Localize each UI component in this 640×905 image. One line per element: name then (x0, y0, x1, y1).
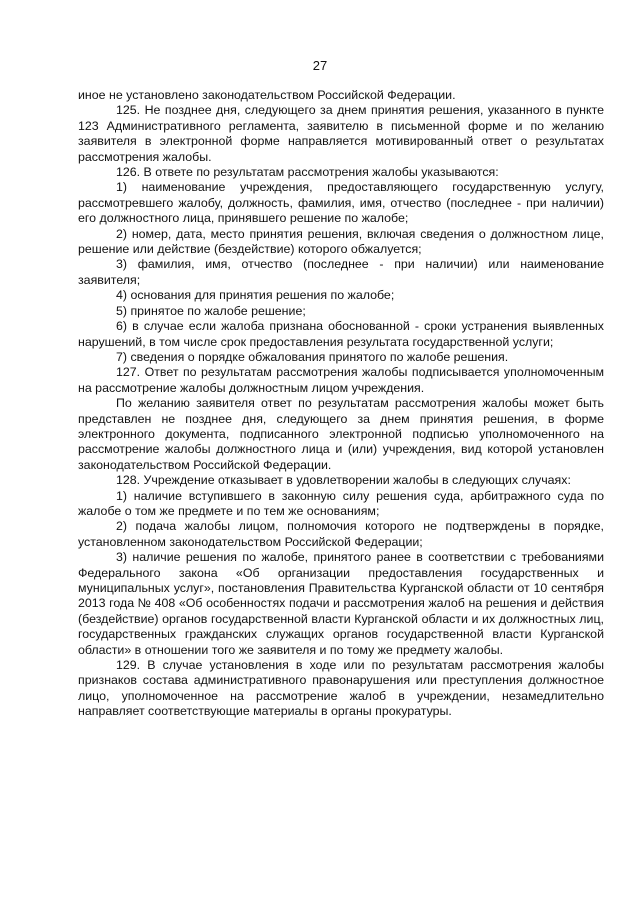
paragraph-129: 129. В случае установления в ходе или по результатам рассмотрения жалобы признаков состава административного правонарушения или преступления должностное лицо, уполномоченное на рассмотрение жалоб в учреждении, незамедлительно направляет соответствующие материалы в органы прокуратуры. (78, 658, 604, 719)
paragraph-128: 128. Учреждение отказывает в удовлетворении жалобы в следующих случаях: (116, 473, 571, 488)
list-item-126-1: 1) наименование учреждения, предоставляющего государственную услугу, рассмотревшего жалобу, должность, фамилия, имя, отчество (последнее - при наличии) его должностного лица, принявшего решение по жалобе; (78, 180, 604, 226)
paragraph-126: 126. В ответе по результатам рассмотрения жалобы указываются: (116, 165, 499, 180)
list-item-128-1: 1) наличие вступившего в законную силу решения суда, арбитражного суда по жалобе о том же предмете и по тем же основаниям; (78, 488, 604, 518)
list-item-126-7: 7) сведения о порядке обжалования принятого по жалобе решения. (116, 349, 509, 364)
list-item-126-2: 2) номер, дата, место принятия решения, включая сведения о должностном лице, решение или действие (бездействие) которого обжалуется; (78, 226, 604, 257)
page-number: 27 (312, 58, 328, 73)
paragraph-continuation: иное не установлено законодательством Российской Федерации. (78, 88, 456, 102)
list-item-126-6: 6) в случае если жалоба признана обоснованной - сроки устранения выявленных нарушений, в том числе срок предоставления результата государственной услуги; (78, 319, 604, 349)
list-item-128-3: 3) наличие решения по жалобе, принятого ранее в соответствии с требованиями Федерального закона «Об организации предоставления государственных и муниципальных услуг», постановления Правительства Курганской области от 10 сентября 2013 года № 408 «Об особенностях подачи и рассмотрения жалоб на решения и действия (бездействие) органов государственной власти Курганской области и их должностных лиц, государственных гражданских служащих органов государственной власти Курганской области» в отношении того же заявителя и по тому же предмету жалобы. (78, 550, 604, 657)
list-item-126-5: 5) принятое по жалобе решение; (116, 303, 306, 318)
paragraph-127: 127. Ответ по результатам рассмотрения жалобы подписывается уполномоченным на рассмотрение жалобы должностным лицом учреждения. (78, 365, 604, 395)
document-body (78, 88, 604, 720)
paragraph-125: 125. Не позднее дня, следующего за днем принятия решения, указанного в пункте 123 Административного регламента, заявителю в письменной форме и по желанию заявителя в электронной форме направляется мотивированный ответ о результатах рассмотрения жалобы. (78, 103, 604, 164)
list-item-128-2: 2) подача жалобы лицом, полномочия которого не подтверждены в порядке, установленном законодательством Российской Федерации; (78, 519, 604, 549)
list-item-126-3: 3) фамилия, имя, отчество (последнее - при наличии) или наименование заявителя; (78, 257, 604, 287)
paragraph-127-electronic: По желанию заявителя ответ по результатам рассмотрения жалобы может быть представлен не позднее дня, следующего за днем принятия решения, в форме электронного документа, подписанного электронной подписью уполномоченного на рассмотрение жалобы должностного лица и (или) учреждения, вид которой установлен законодательством Российской Федерации. (78, 396, 604, 472)
list-item-126-4: 4) основания для принятия решения по жалобе; (116, 288, 395, 303)
